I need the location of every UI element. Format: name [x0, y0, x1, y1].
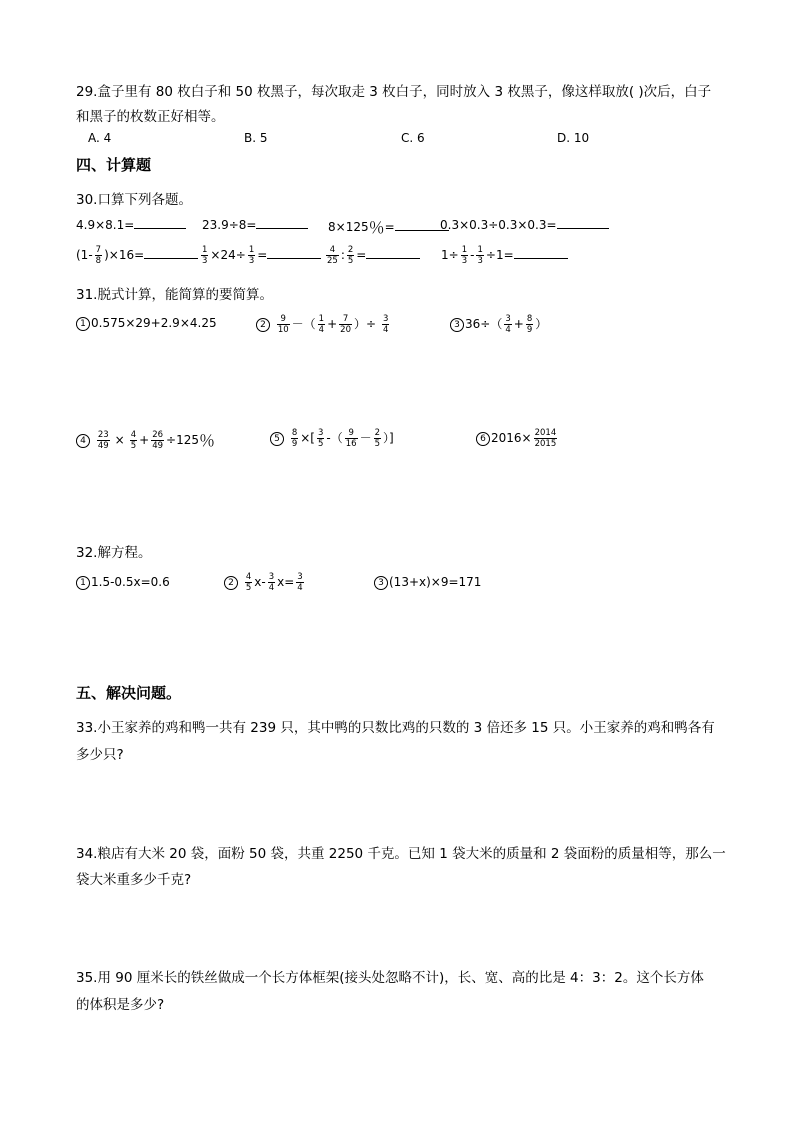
q30-item4 — [440, 217, 609, 232]
q30-title: 30.口算下列各题。 — [76, 192, 192, 208]
percent-sign: ％ — [368, 218, 385, 237]
denominator: 5 — [374, 439, 381, 449]
numerator: 3 — [383, 314, 389, 324]
denominator: 25 — [327, 256, 338, 266]
fraction — [339, 314, 352, 335]
q30-item5 — [76, 245, 198, 266]
q30-item2-expr: 23.9÷8= — [202, 218, 257, 232]
denominator: 5 — [130, 441, 137, 451]
fraction — [95, 245, 102, 266]
q31-problem4 — [76, 428, 215, 451]
q34-line2: 袋大米重多少千克? — [76, 872, 192, 888]
numerator: 3 — [318, 428, 324, 438]
expression: 0.575×29+2.9×4.25 — [91, 316, 217, 330]
q30-item4-expr: 0.3×0.3÷0.3×0.3= — [440, 218, 557, 232]
fraction — [296, 572, 303, 593]
fraction — [326, 245, 339, 266]
circled-number: 3 — [374, 576, 388, 590]
circled-number: 2 — [224, 576, 238, 590]
q31-problem1 — [76, 316, 217, 331]
q30-item1 — [76, 217, 186, 232]
q30-item3-expr: 8×125 — [328, 220, 369, 234]
numerator: 9 — [277, 314, 290, 325]
numerator: 2014 — [534, 428, 557, 438]
numerator: 2 — [347, 245, 354, 255]
numerator: 7 — [95, 245, 102, 255]
numerator: 23 — [97, 430, 109, 440]
q33-line1: 33.小王家养的鸡和鸭一共有 239 只，其中鸭的只数比鸡的只数的 3 倍还多 15 只。小王家养的鸡和鸭各有 — [76, 720, 715, 736]
denominator: 5 — [245, 583, 252, 593]
q35-line2: 的体积是多少? — [76, 997, 165, 1013]
q30-item8 — [441, 245, 568, 266]
denominator: 20 — [340, 325, 351, 335]
q30-item1-expr: 4.9×8.1= — [76, 218, 135, 232]
section4-title: 四、计算题 — [76, 156, 152, 174]
text: )×16= — [104, 248, 145, 262]
q31-problem2 — [256, 314, 391, 335]
numerator: 8 — [291, 428, 298, 438]
equation: (13+x)×9=171 — [389, 575, 482, 589]
denominator: 9 — [291, 439, 298, 449]
circled-number: 2 — [256, 318, 270, 332]
fraction — [374, 428, 381, 449]
denominator: 3 — [202, 256, 208, 266]
fraction — [277, 314, 290, 335]
times-sign: × — [114, 433, 125, 447]
circled-number: 6 — [476, 432, 490, 446]
equals-sign: = — [257, 248, 268, 262]
text: x= — [277, 575, 295, 589]
numerator: 4 — [130, 430, 137, 440]
numerator: 1 — [461, 245, 468, 255]
q29-line2: 和黑子的枚数正好相等。 — [76, 109, 225, 125]
fraction — [268, 572, 275, 593]
minus-sign: － — [359, 431, 372, 445]
q31-problem6 — [476, 428, 559, 449]
answer-blank[interactable] — [144, 247, 198, 259]
equals-sign: = — [384, 220, 395, 234]
denominator: 5 — [347, 256, 354, 266]
plus-sign: + — [139, 433, 150, 447]
numerator: 4 — [326, 245, 339, 256]
circled-number: 1 — [76, 576, 90, 590]
text: 36÷（ — [465, 317, 503, 331]
fraction — [97, 430, 110, 451]
numerator: 1 — [477, 245, 483, 255]
text: (1- — [76, 248, 93, 262]
denominator: 49 — [97, 441, 109, 451]
text: －（ — [291, 317, 316, 331]
q32-problem2 — [224, 572, 306, 593]
fraction — [476, 245, 483, 266]
fraction — [345, 428, 358, 449]
q35-line1: 35.用 90 厘米长的铁丝做成一个长方体框架(接头处忽略不计)，长、宽、高的比是 4：3：2。这个长方体 — [76, 970, 704, 986]
fraction — [151, 430, 164, 451]
fraction — [526, 314, 533, 335]
numerator: 1 — [202, 245, 208, 255]
denominator: 16 — [345, 439, 357, 449]
text: x- — [254, 575, 266, 589]
denominator: 10 — [277, 325, 289, 335]
numerator: 9 — [345, 428, 358, 439]
q29-option-a[interactable]: A. 4 — [88, 131, 112, 145]
numerator: 3 — [297, 572, 303, 582]
fraction — [318, 314, 325, 335]
q29-option-c[interactable]: C. 6 — [401, 131, 425, 145]
q33-line2: 多少只? — [76, 747, 124, 763]
numerator: 2 — [374, 428, 381, 438]
fraction — [245, 572, 252, 593]
section5-title: 五、解决问题。 — [76, 684, 182, 702]
plus-sign: + — [327, 317, 338, 331]
q29-option-b[interactable]: B. 5 — [244, 131, 268, 145]
q34-line1: 34.粮店有大米 20 袋，面粉 50 袋，共重 2250 千克。已知 1 袋大米的质量和 2 袋面粉的质量相等，那么一 — [76, 846, 726, 862]
numerator: 26 — [152, 430, 164, 440]
fraction — [130, 430, 137, 451]
fraction — [347, 245, 354, 266]
q29-option-d[interactable]: D. 10 — [557, 131, 590, 145]
denominator: 3 — [477, 256, 483, 266]
q32-title: 32.解方程。 — [76, 545, 152, 561]
q30-item2 — [202, 217, 308, 232]
denominator: 9 — [526, 325, 533, 335]
fraction — [317, 428, 324, 449]
fraction — [291, 428, 298, 449]
denominator: 3 — [248, 256, 255, 266]
q32-problem1 — [76, 575, 170, 590]
text: 1÷ — [441, 248, 459, 262]
minus-sign: - — [470, 248, 475, 262]
percent-sign: ％ — [199, 431, 216, 450]
denominator: 4 — [505, 325, 511, 335]
fraction — [248, 245, 255, 266]
answer-blank[interactable] — [366, 247, 420, 259]
denominator: 4 — [318, 325, 325, 335]
text: ×[ — [300, 431, 315, 445]
fraction — [534, 428, 558, 449]
denominator: 49 — [152, 441, 164, 451]
answer-blank[interactable] — [557, 217, 609, 229]
denominator: 4 — [268, 583, 275, 593]
colon: : — [340, 248, 345, 262]
q31-problem5 — [270, 428, 394, 449]
numerator: 3 — [268, 572, 275, 582]
fraction — [461, 245, 468, 266]
denominator: 4 — [383, 325, 389, 335]
equation: 1.5-0.5x=0.6 — [91, 575, 170, 589]
numerator: 7 — [339, 314, 352, 325]
q31-title: 31.脱式计算，能简算的要简算。 — [76, 287, 273, 303]
numerator: 1 — [248, 245, 255, 255]
q29-line1: 29.盒子里有 80 枚白子和 50 枚黑子，每次取走 3 枚白子，同时放入 3 枚黑子，像这样取放( )次后，白子 — [76, 84, 712, 100]
text: ） — [535, 317, 548, 331]
denominator: 4 — [297, 583, 303, 593]
answer-blank[interactable] — [514, 247, 568, 259]
text: 2016× — [491, 431, 532, 445]
q31-problem3 — [450, 314, 547, 335]
text: ÷1= — [485, 248, 514, 262]
text: ×24÷ — [210, 248, 246, 262]
fraction — [504, 314, 511, 335]
denominator: 8 — [95, 256, 102, 266]
circled-number: 3 — [450, 318, 464, 332]
text: ÷125 — [166, 433, 199, 447]
text: ）÷ — [353, 317, 377, 331]
q30-item6 — [199, 245, 321, 266]
circled-number: 4 — [76, 434, 90, 448]
numerator: 8 — [526, 314, 533, 324]
equals-sign: = — [356, 248, 367, 262]
answer-blank[interactable] — [256, 217, 308, 229]
text: -（ — [326, 431, 343, 445]
answer-blank[interactable] — [134, 217, 186, 229]
q32-problem3 — [374, 575, 481, 590]
numerator: 1 — [318, 314, 325, 324]
denominator: 5 — [318, 439, 324, 449]
denominator: 2015 — [534, 439, 557, 449]
q30-item3 — [328, 215, 449, 238]
fraction — [382, 314, 389, 335]
numerator: 4 — [245, 572, 252, 582]
answer-blank[interactable] — [267, 247, 321, 259]
circled-number: 1 — [76, 317, 90, 331]
circled-number: 5 — [270, 432, 284, 446]
text: ）] — [383, 431, 394, 445]
fraction — [201, 245, 208, 266]
q30-item7 — [324, 245, 420, 266]
denominator: 3 — [461, 256, 468, 266]
numerator: 3 — [505, 314, 511, 324]
plus-sign: + — [513, 317, 524, 331]
